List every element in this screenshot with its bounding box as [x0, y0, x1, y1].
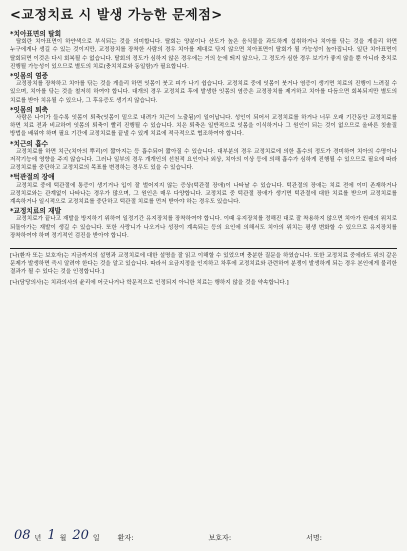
section-relapse: [10, 207, 397, 240]
section-gum-recession: [10, 106, 397, 139]
section-heading: *치근의 흡수: [10, 139, 49, 148]
handwritten-month[interactable]: 1: [47, 528, 56, 543]
signature-row: [10, 521, 397, 543]
section-heading: *잇몸의 염증: [10, 72, 49, 81]
consent-statement: [10, 248, 397, 287]
signature-label: 서명:: [306, 534, 323, 542]
section-heading: *교정치료의 재발: [10, 207, 62, 216]
month-label: 월: [59, 534, 67, 542]
page-title: <교정치료 시 발생 가능한 문제점>: [10, 8, 223, 23]
guardian-label: 보호자:: [208, 534, 232, 542]
section-body: 교정치료가 끝나고 재발을 방지하기 위하여 일정기간 유지장치를 장착하여야 합니다. 이때 유지장치를 정해진 대로 잘 착용하지 않으면 치아가 원래의 위치로 되돌아가는 재발이 생길 수 있습니다. 또한 사랑니가 나오거나 성장이 계속되는 등의 요인에 의해서도 치아의 위치는 평생 변화할 수 있으므로 유지장치를 장착하여야 하며 정기적인 검진을 받아야 합니다.: [10, 216, 397, 239]
section-root-resorption: [10, 140, 397, 173]
section-heading: *잇몸의 퇴축: [10, 105, 49, 114]
day-label: 일: [92, 534, 100, 542]
section-heading: *턱관절의 장애: [10, 173, 55, 182]
section-body: 교정치료 중에 턱관절에 통증이 생기거나 입이 잘 벌어지지 않는 증상(턱관절 장애)이 나타날 수 있습니다. 턱관절의 장애는 치료 전에 이미 존재하거나 교정치료와는 관계없이 나타나는 경우가 많으며, 그 원인은 매우 다양합니다. 교정치료 중 턱관절 장애가 생기면 턱관절에 대한 치료를 받으며 교정치료를 계속하거나 일시적으로 교정치료를 중단하고 턱관절 치료를 먼저 받아야 하는 경우도 있습니다.: [10, 182, 397, 206]
section-body: 탈회란 치아표면이 하얀색으로 부식되는 것을 의미합니다. 탈회는 양분이나 산도가 높은 음식물을 과도하게 섭취하거나 치아를 닦는 것을 게을리 하면 누구에게나 생길 수 있는 것이지만, 교정장치를 장착한 사람의 경우 치아를 제대로 닦지 않으면 치아표면이 탈회가 될 가능성이 높아집니다. 일단 치아표면이 탈회되면 이것은 다시 회복될 수 없습니다. 탈회의 정도가 심하지 않은 경우에는 거의 눈에 띄지 않으나, 그 정도가 심한 경우 보기가 좋지 않을 뿐 아니라 충치로 진행될 가능성이 있으므로 별도의 치료(충치치료와 동일함)가 필요합니다.: [10, 39, 397, 70]
section-decalcification: [10, 30, 397, 71]
section-body: 사람은 나이가 들수록 잇몸이 퇴축(잇몸이 밑으로 내려가 치근이 노출됨)이 일어납니다. 성인이 되어서 교정치료를 하거나 너무 오래 기간동안 교정치료를 하면 치료 전과 비교하여 잇몸의 퇴축이 빨리 진행될 수 있습니다. 치은 퇴축은 일반적으로 잇몸을 이식하거나 그 원인이 되는 것이 없으므로 올바른 칫솔질 방법을 배워야 하며 필요 기간에 교정치료를 끝낼 수 있게 치료에 적극적으로 협조하여야 합니다.: [10, 115, 397, 138]
section-body: 교정치료를 하면 치근(치아의 뿌리)이 짧아지는 등 흡수되어 짧아질 수 있습니다. 대부분의 경우 교정치료에 의한 흡수의 정도가 경미하여 치아의 수명이나 저작기능에 영향을 주지 않습니다. 그러나 일부의 경우 개개인의 선천적 요인이나 외상, 치아의 이상 등에 의해 흡수가 심하게 진행될 수 있으므로 필요에 따라 교정치료를 중단하고 교정치료의 목표를 변경하는 경우도 있을 수 있습니다.: [10, 148, 397, 172]
year-label: 년: [34, 534, 42, 542]
patient-label: 환자:: [117, 534, 134, 542]
handwritten-year[interactable]: 08: [14, 528, 31, 543]
handwritten-day[interactable]: 20: [72, 528, 89, 543]
section-tmj-disorder: [10, 173, 397, 206]
section-heading: *치아표면의 탈회: [10, 30, 62, 38]
section-body: 교정장치를 장착하고 치아를 닦는 것을 게을리 하면 잇몸이 붓고 피가 나기 쉽습니다. 교정치료 중에 잇몸이 붓거나 염증이 생기면 치료의 진행이 느려질 수 있으며, 치아를 닦는 것을 철저히 하여야 합니다. 대개의 경우 교정치료 후에 발생한 잇몸의 염증은 교정장치를 제거하고 치아를 다듬으면 회복되지만 별도의 치료를 받아 치유될 수 있으나, 그 후유증도 생기지 않습니다.: [10, 81, 397, 104]
section-gum-inflammation: [10, 72, 397, 105]
patient-consent-text: [나(환자 또는 보호자)는 지금까지의 설명과 교정치료에 대한 설명을 잘 읽고 이해할 수 있었으며 충분한 질문을 하였습니다. 또한 교정치료 중에라도 위의 같은 문제가 발생하면 즉시 알려야 한다는 것을 알고 있습니다. 따라서 요금지정을 인지하고 차후에 교정치료와 관련하여 분쟁이 발생하게 되는 경우 본인에게 불리한 결과가 될 수 있다는 것을 인정합니다.]: [10, 253, 397, 276]
doctor-consent-text: [나(담당의사)는 치과의사의 윤리에 어긋나거나 학문적으로 인정되지 아니한 치료는 행하지 않을 것을 약속합니다.]: [10, 279, 289, 286]
